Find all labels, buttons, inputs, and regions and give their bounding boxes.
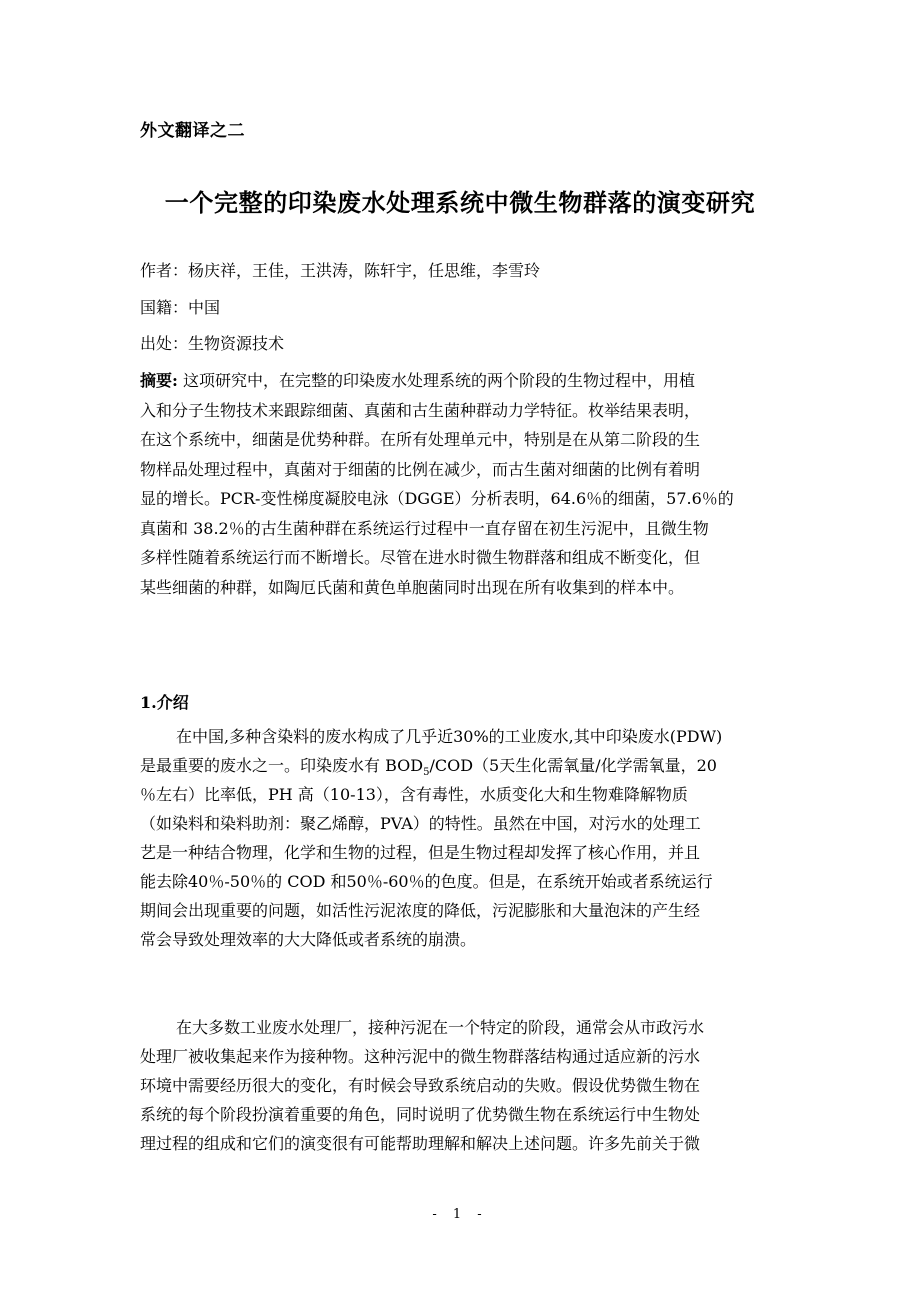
abstract-line: 真菌和 38.2％的古生菌种群在系统运行过程中一直存留在初生污泥中，且微生物 <box>140 518 709 538</box>
intro-text: 是最重要的废水之一。印染废水有 BOD <box>140 756 424 775</box>
abstract-line: 显的增长。PCR-变性梯度凝胶电泳（DGGE）分析表明，64.6％的细菌，57.6％的 <box>140 489 734 508</box>
abstract-line: 多样性随着系统运行而不断增长。尽管在进水时微生物群落和组成不断变化，但 <box>140 548 701 567</box>
abstract-line: 入和分子生物技术来跟踪细菌、真菌和古生菌种群动力学特征。枚举结果表明， <box>140 400 701 420</box>
paper-title: 一个完整的印染废水处理系统中微生物群落的演变研究 <box>164 189 756 217</box>
intro-line: 能去除40％-50％的 COD 和50％-60％的色度。但是，在系统开始或者系统运行 <box>140 872 713 891</box>
intro-line: 系统的每个阶段扮演着重要的角色，同时说明了优势微生物在系统运行中生物处 <box>140 1105 701 1124</box>
page-number: - 1 - <box>432 1207 488 1222</box>
intro-line: 在大多数工业废水处理厂，接种污泥在一个特定的阶段，通常会从市政污水 <box>176 1018 705 1037</box>
intro-line: 艺是一种结合物理，化学和生物的过程，但是生物过程却发挥了核心作用，并且 <box>140 843 701 862</box>
intro-line: ％左右）比率低，PH 高（10-13），含有毒性，水质变化大和生物难降解物质 <box>140 785 688 804</box>
intro-line: 期间会出现重要的问题，如活性污泥浓度的降低，污泥膨胀和大量泡沫的产生经 <box>140 901 701 920</box>
intro-line: 在中国,多种含染料的废水构成了几乎近30%的工业废水,其中印染废水(PDW) <box>176 727 723 746</box>
abstract-line <box>140 366 780 396</box>
source-line: 出处：生物资源技术 <box>140 334 285 353</box>
intro-line: 处理厂被收集起来作为接种物。这种污泥中的微生物群落结构通过适应新的污水 <box>140 1047 701 1066</box>
subscript-5: 5 <box>423 767 430 779</box>
intro-paragraph-2 <box>140 1013 780 1158</box>
intro-line: （如染料和染料助剂：聚乙烯醇，PVA）的特性。虽然在中国，对污水的处理工 <box>140 814 701 833</box>
authors-line: 作者：杨庆祥，王佳，王洪涛，陈轩宇，任思维，李雪玲 <box>140 261 541 280</box>
intro-line: 理过程的组成和它们的演变很有可能帮助理解和解决上述问题。许多先前关于微 <box>140 1134 701 1153</box>
document-header: 外文翻译之二 <box>140 121 245 141</box>
intro-line: 环境中需要经历很大的变化，有时候会导致系统启动的失败。假设优势微生物在 <box>140 1076 701 1095</box>
intro-paragraph-1 <box>140 722 780 954</box>
intro-line: 常会导致处理效率的大大降低或者系统的崩溃。 <box>140 930 477 949</box>
intro-text: /COD（5天生化需氧量/化学需氧量，20 <box>429 756 717 775</box>
abstract-line: 某些细菌的种群，如陶厄氏菌和黄色单胞菌同时出现在所有收集到的样本中。 <box>140 577 685 597</box>
country-line: 国籍：中国 <box>140 298 221 317</box>
intro-line <box>140 751 780 780</box>
abstract-text: 这项研究中，在完整的印染废水处理系统的两个阶段的生物过程中，用植 <box>177 371 696 390</box>
abstract-paragraph <box>140 366 780 602</box>
abstract-label: 摘要: <box>140 371 178 390</box>
abstract-line: 物样品处理过程中，真菌对于细菌的比例在减少，而古生菌对细菌的比例有着明 <box>140 459 701 479</box>
abstract-line: 在这个系统中，细菌是优势种群。在所有处理单元中，特别是在从第二阶段的生 <box>140 430 701 449</box>
section-heading-introduction: 1.介绍 <box>140 693 189 712</box>
